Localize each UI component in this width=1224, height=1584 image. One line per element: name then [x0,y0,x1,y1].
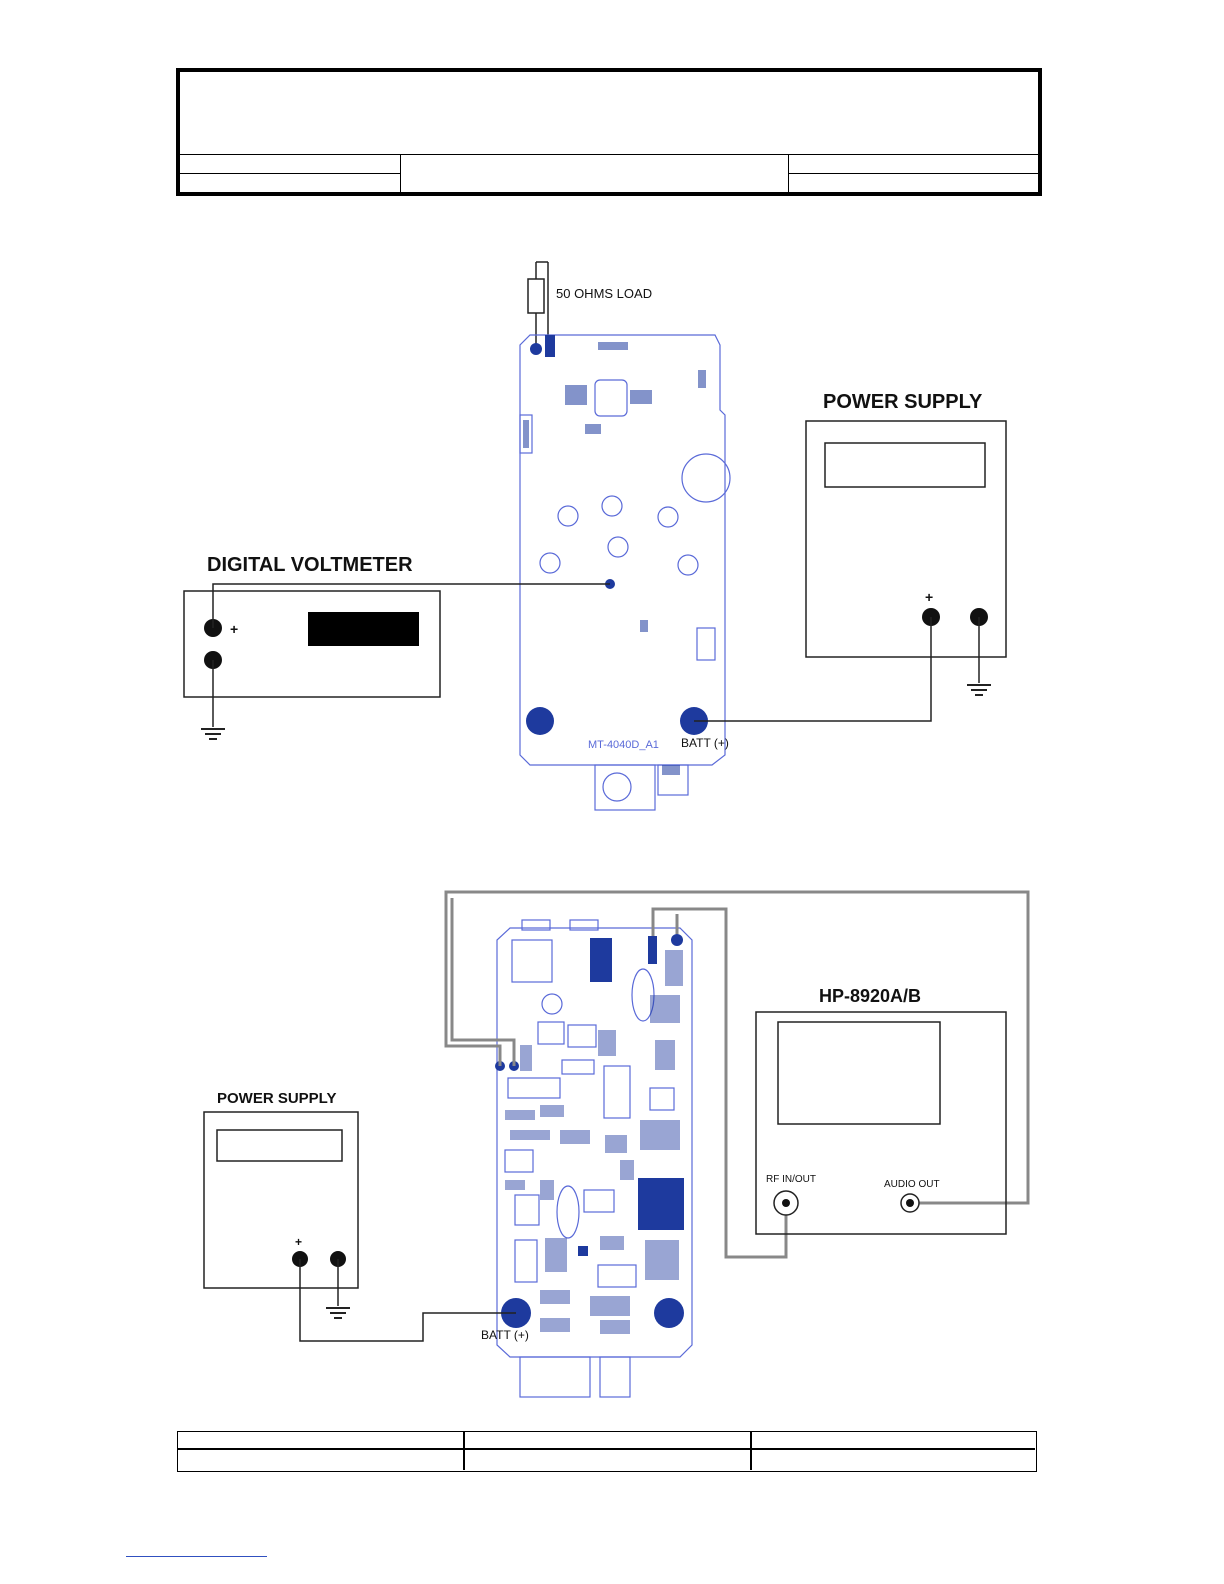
power-supply-1 [806,421,1006,657]
rf-test-point [671,934,683,946]
batt-label: BATT (+) [681,736,729,750]
plus-sign: + [925,589,934,605]
power-supply-2 [204,1112,358,1288]
ground-pad [654,1298,684,1328]
pcb-components-2 [505,936,684,1334]
hp-8920-analyzer [756,1012,1006,1234]
plus-sign: + [295,1235,303,1249]
footer-table [177,1431,1037,1472]
digital-voltmeter [184,591,440,697]
diagram-2 [204,892,1028,1397]
batt-label: BATT (+) [481,1328,529,1342]
rf-test-point [530,343,542,355]
power-supply-label: POWER SUPPLY [217,1090,337,1107]
ground-pad [526,707,554,735]
footer-divider [178,1448,1035,1450]
ground-icon [201,729,225,739]
power-supply-label: POWER SUPPLY [823,391,983,413]
analyzer-label: HP-8920A/B [819,986,922,1006]
footer-divider [750,1432,752,1470]
load-label: 50 OHMS LOAD [556,286,653,301]
plus-sign: + [230,621,239,637]
ground-icon [967,685,991,695]
footer-link-underline[interactable] [126,1556,267,1557]
audio-out-label: AUDIO OUT [884,1179,940,1190]
diagram-1 [184,262,1006,810]
voltmeter-label: DIGITAL VOLTMETER [207,554,413,576]
board-model-label: MT-4040D_A1 [588,739,659,751]
footer-divider [463,1432,465,1470]
pcb-components-1 [523,335,706,775]
ground-icon [326,1308,350,1318]
rf-in-out-label: RF IN/OUT [766,1174,816,1185]
